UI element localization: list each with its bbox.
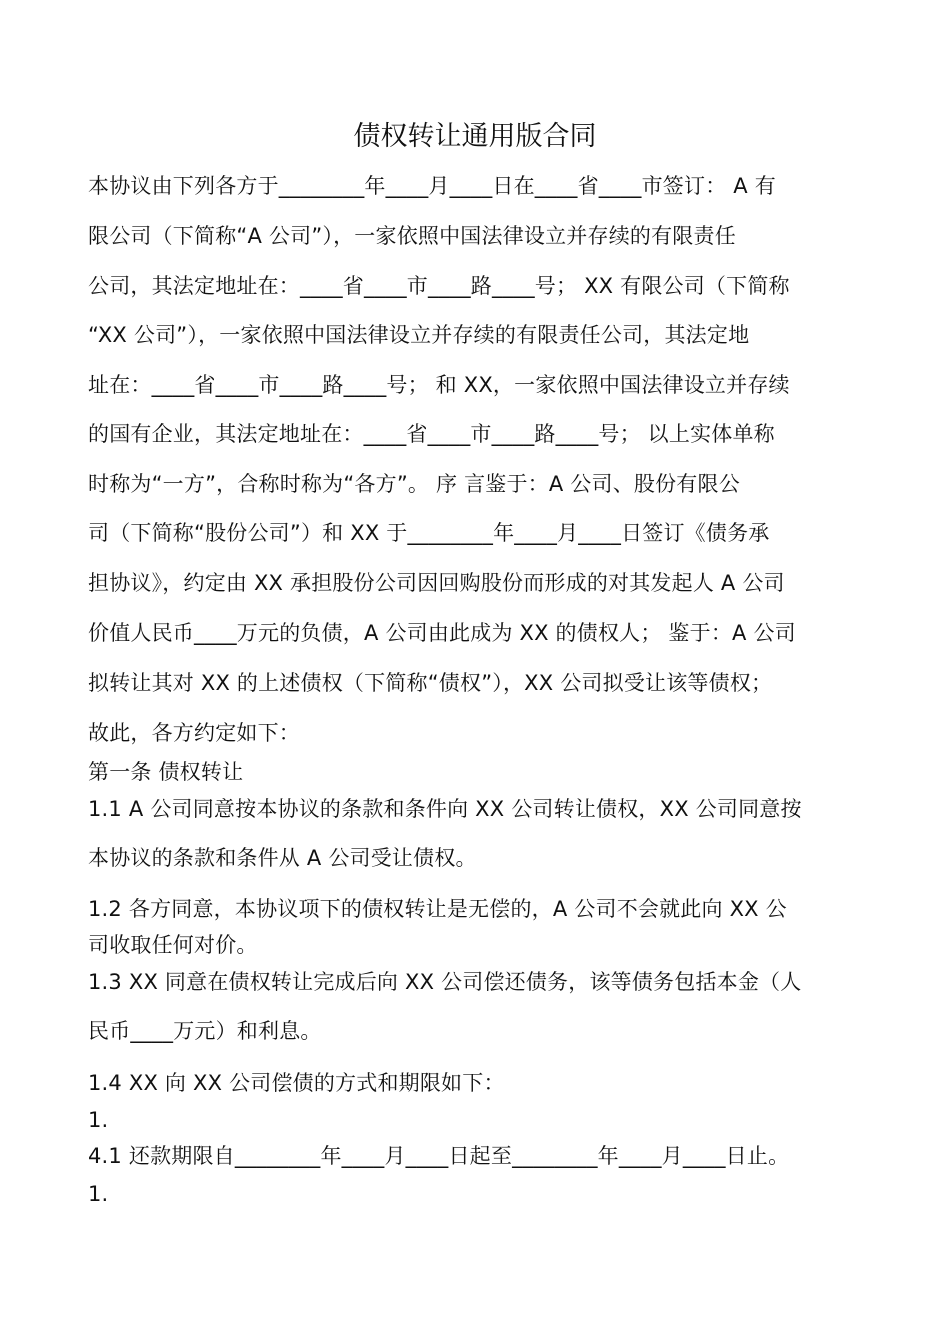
body-line-7: 时称为“一方”，合称时称为“各方”。 序 言鉴于：A 公司、股份有限公 [88, 472, 740, 496]
body-line-3: 公司，其法定地址在：____省____市____路____号； XX 有限公司（下简称 [88, 274, 790, 298]
clause-1-2-line-2: 司收取任何对价。 [88, 933, 258, 957]
body-line-9: 担协议》，约定由 XX 承担股份公司因回购股份而形成的对其发起人 A 公司 [88, 571, 785, 595]
section-heading: 第一条 债权转让 [88, 760, 244, 784]
document-title: 债权转让通用版合同 [353, 121, 597, 152]
body-line-10: 价值人民币____万元的负债，A 公司由此成为 XX 的债权人； 鉴于：A 公司 [88, 621, 796, 645]
body-line-11: 拟转让其对 XX 的上述债权（下简称“债权”），XX 公司拟受让该等债权； [88, 671, 773, 695]
list-number-2: 1. [88, 1182, 109, 1206]
body-line-2: 限公司（下简称“A 公司”），一家依照中国法律设立并存续的有限责任 [88, 224, 736, 248]
body-line-1: 本协议由下列各方于________年____月____日在____省____市签订： A 有 [88, 174, 776, 198]
body-line-8: 司（下简称“股份公司”）和 XX 于________年____月____日签订《债务承 [88, 521, 770, 545]
body-line-6: 的国有企业，其法定地址在：____省____市____路____号； 以上实体单称 [88, 422, 775, 446]
body-line-5: 址在：____省____市____路____号； 和 XX，一家依照中国法律设立并存续 [88, 373, 790, 397]
body-line-4: “XX 公司”），一家依照中国法律设立并存续的有限责任公司，其法定地 [88, 323, 750, 347]
clause-1-1-line-2: 本协议的条款和条件从 A 公司受让债权。 [88, 846, 477, 870]
clause-4-1: 4.1 还款期限自________年____月____日起至________年____月____日止。 [88, 1144, 790, 1168]
clause-1-3-line-1: 1.3 XX 同意在债权转让完成后向 XX 公司偿还债务，该等债务包括本金（人 [88, 970, 802, 994]
clause-1-3-line-2: 民币____万元）和利息。 [88, 1019, 322, 1043]
list-number-1: 1. [88, 1108, 109, 1132]
clause-1-1-line-1: 1.1 A 公司同意按本协议的条款和条件向 XX 公司转让债权，XX 公司同意按 [88, 797, 802, 821]
body-line-12: 故此，各方约定如下： [88, 721, 300, 745]
clause-1-2-line-1: 1.2 各方同意，本协议项下的债权转让是无偿的，A 公司不会就此向 XX 公 [88, 897, 787, 921]
clause-1-4: 1.4 XX 向 XX 公司偿债的方式和期限如下： [88, 1071, 505, 1095]
